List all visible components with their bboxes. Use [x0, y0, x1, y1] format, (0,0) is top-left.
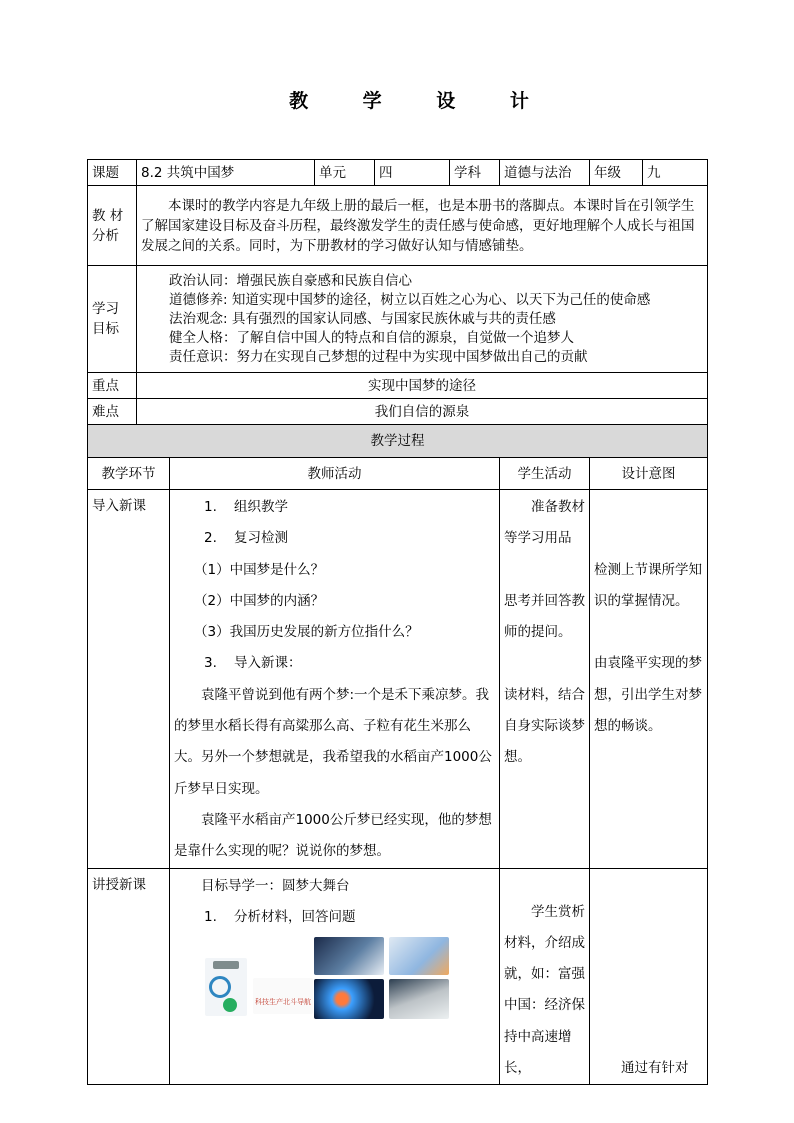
grade-value: 九 — [643, 160, 708, 186]
column-header: 教师活动 — [170, 458, 500, 490]
intro-student: 准备教材等学习用品 思考并回答教师的提问。 读材料，结合自身实际谈梦想。 — [500, 490, 590, 869]
process-title-row — [88, 425, 708, 458]
goals-list — [137, 266, 708, 373]
goal-item: 政治认同：增强民族自豪感和民族自信心 — [169, 272, 412, 289]
topic-value: 8.2 共筑中国梦 — [137, 160, 315, 186]
lecture-heading: 目标导学一：圆梦大舞台 — [201, 877, 350, 894]
teacher-question: （2）中国梦的内涵？ — [194, 592, 325, 609]
grade-label: 年级 — [590, 160, 643, 186]
lecture-stage: 讲授新课 — [88, 868, 170, 1085]
lecture-student: 学生赏析材料，介绍成就，如：富强中国：经济保持中高速增长， — [500, 868, 590, 1085]
lesson-plan-table — [87, 159, 708, 1085]
intro-row — [88, 490, 708, 869]
document-title: 教 学 设 计 — [289, 90, 553, 112]
image-caption: 科技生产北斗导航 — [255, 998, 311, 1007]
analysis-row — [88, 186, 708, 266]
goal-item: 健全人格：了解自信中国人的特点和自信的源泉，自觉做一个追梦人 — [169, 329, 574, 346]
beidou-banner-image — [253, 978, 313, 1014]
teacher-step: 1. 组织教学 — [204, 499, 289, 515]
key-point-label: 重点 — [88, 373, 137, 399]
tech-image — [389, 937, 449, 975]
goal-item: 法治观念: 具有强烈的国家认同感、与国家民族休戚与共的责任感 — [169, 310, 556, 327]
intro-stage: 导入新课 — [88, 490, 170, 869]
teacher-question: （1）中国梦是什么？ — [194, 561, 325, 578]
analysis-text: 本课时的教学内容是九年级上册的最后一框，也是本册书的落脚点。本课时旨在引领学生了解国家建设目标及奋斗历程，最终激发学生的责任感与使命感，更好地理解个人成长与祖国发展之间的关系。同时，为下册教材的学习做好认知与情感铺垫。 — [137, 186, 708, 266]
teacher-paragraph: 袁隆平水稻亩产1000公斤梦已经实现，他的梦想是靠什么实现的呢？说说你的梦想。 — [174, 811, 492, 860]
key-point-row — [88, 373, 708, 399]
lecture-step: 1. 分析材料，回答问题 — [204, 908, 356, 925]
teacher-question: （3）我国历史发展的新方位指什么？ — [194, 624, 419, 641]
teacher-paragraph: 袁隆平曾说到他有两个梦:一个是禾下乘凉梦。我的梦里水稻长得有高粱那么高、子粒有花生米那么大。另外一个梦想就是，我希望我的水稻亩产1000公斤梦早日实现。 — [174, 686, 492, 797]
subject-value: 道德与法治 — [500, 160, 590, 186]
satellite-image — [205, 958, 247, 1016]
goals-label: 学习 目标 — [88, 266, 137, 373]
high-speed-rail-image — [389, 979, 449, 1019]
submarine-image — [314, 937, 384, 975]
header-row — [88, 160, 708, 186]
teacher-step: 3. 导入新课： — [204, 655, 302, 672]
difficulty-row — [88, 399, 708, 425]
lecture-row — [88, 868, 708, 1085]
process-header-row — [88, 458, 708, 490]
goal-item: 责任意识：努力在实现自己梦想的过程中为实现中国梦做出自己的贡献 — [169, 348, 588, 365]
lecture-intent: 通过有针对 — [590, 868, 708, 1085]
lecture-teacher — [170, 868, 500, 1085]
column-header: 教学环节 — [88, 458, 170, 490]
unit-label: 单元 — [315, 160, 375, 186]
column-header: 学生活动 — [500, 458, 590, 490]
process-title: 教学过程 — [88, 425, 708, 458]
key-point-value: 实现中国梦的途径 — [137, 373, 708, 399]
material-images — [199, 933, 495, 1025]
science-image — [314, 979, 384, 1019]
intro-intent: 检测上节课所学知识的掌握情况。 由袁隆平实现的梦想，引出学生对梦想的畅谈。 — [590, 490, 708, 869]
difficulty-value: 我们自信的源泉 — [137, 399, 708, 425]
analysis-label: 教 材 分析 — [88, 186, 137, 266]
subject-label: 学科 — [450, 160, 500, 186]
unit-value: 四 — [375, 160, 450, 186]
intro-teacher — [170, 490, 500, 869]
column-header: 设计意图 — [590, 458, 708, 490]
difficulty-label: 难点 — [88, 399, 137, 425]
teacher-step: 2. 复习检测 — [204, 530, 289, 547]
topic-label: 课题 — [88, 160, 137, 186]
goal-item: 道德修养: 知道实现中国梦的途径，树立以百姓之心为心、以天下为己任的使命感 — [169, 291, 651, 308]
goals-row — [88, 266, 708, 373]
